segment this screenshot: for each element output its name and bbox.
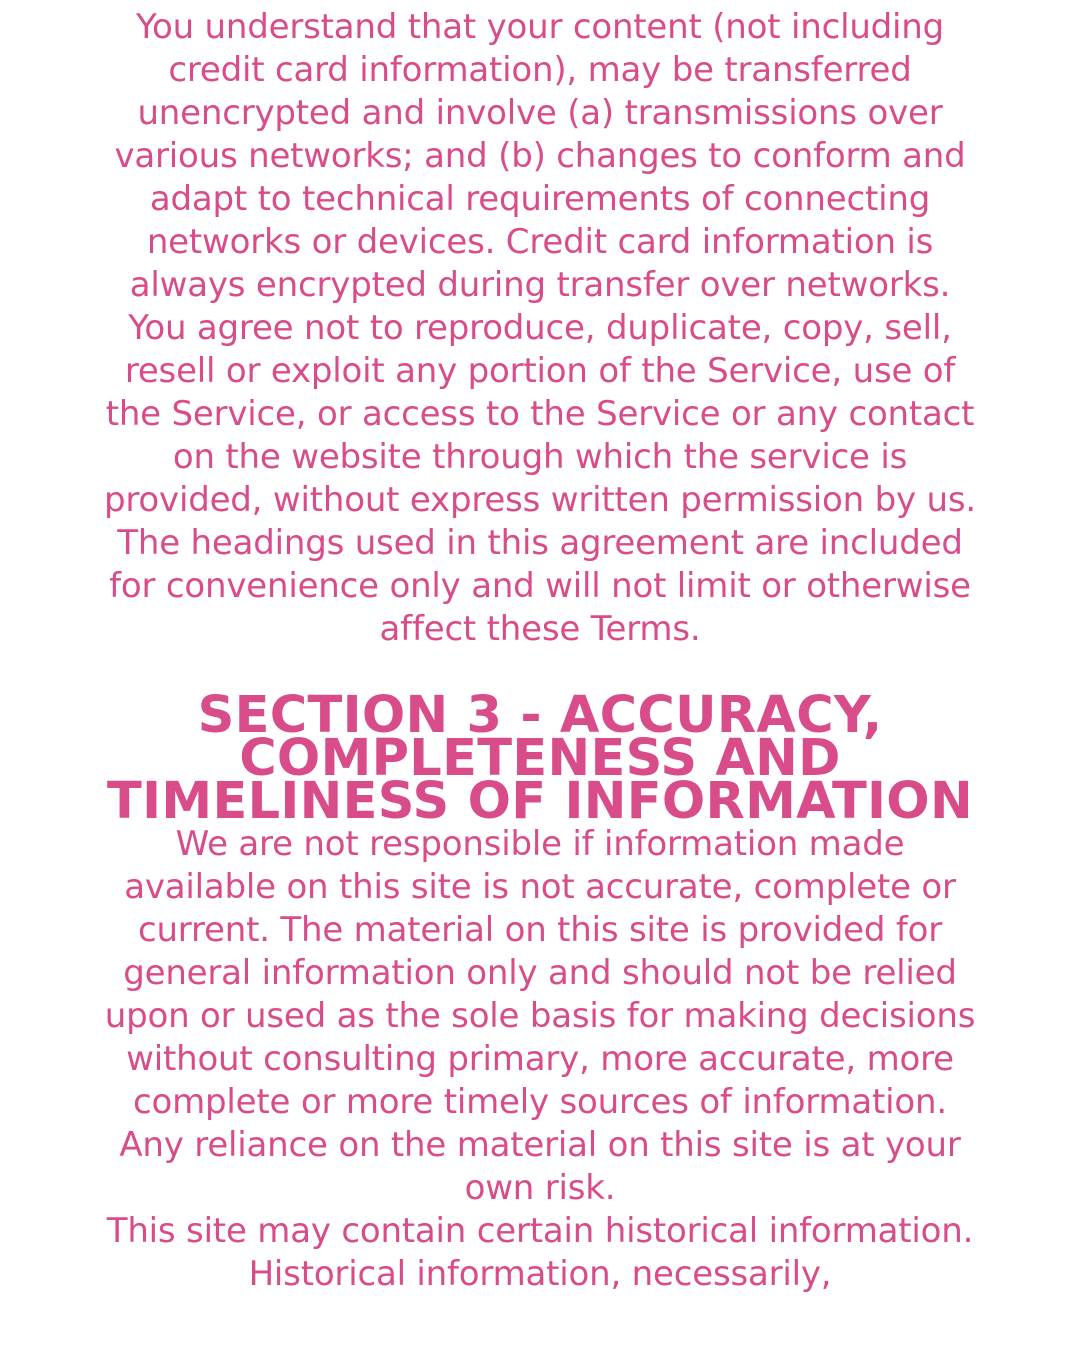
paragraph-accuracy: We are not responsible if information made available on this site is not accurate, complete or current. The material on this site is provided for general information only and should not be relied upon or used as the sole basis for making decisions without consulting primary, more accurate, more complete or more timely sources of information. Any reliance on the material on this site is at your own risk.: [104, 824, 976, 1208]
paragraph-content-transfer: You understand that your content (not including credit card information), may be transferred unencrypted and involve (a) transmissions over various networks; and (b) changes to conform and adapt to technical requirements of connecting networks or devices. Credit card information is always encrypted during transfer over networks.: [114, 7, 966, 305]
paragraph-no-reproduction: You agree not to reproduce, duplicate, copy, sell, resell or exploit any portion of the Service, use of the Service, or access to the Service or any contact on the website through which the service is provided, without express written permission by us.: [104, 308, 976, 520]
terms-content: [100, 6, 980, 1296]
section-3-heading: SECTION 3 - ACCURACY, COMPLETENESS AND TIMELINESS OF INFORMATION: [107, 686, 973, 831]
paragraph-historical: This site may contain certain historical information. Historical information, necessarily,: [106, 1211, 974, 1294]
paragraph-headings: The headings used in this agreement are included for convenience only and will not limit or otherwise affect these Terms.: [109, 523, 971, 649]
